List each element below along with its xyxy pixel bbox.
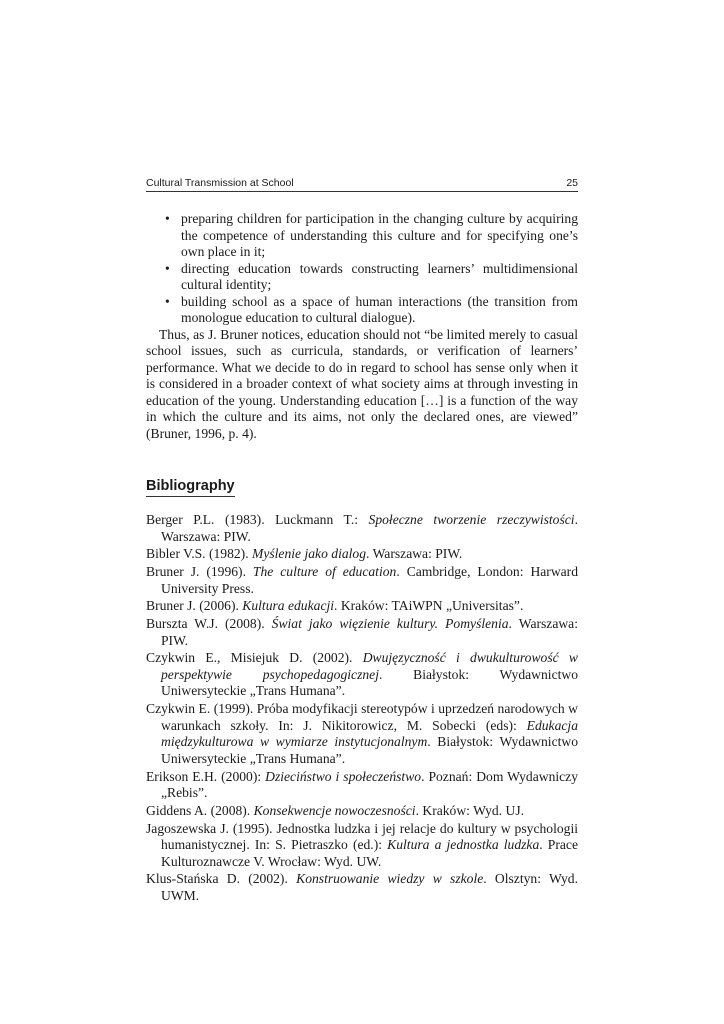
section-heading: Bibliography [146, 476, 235, 497]
running-title: Cultural Transmission at School [146, 177, 294, 189]
bibliography-list [146, 512, 578, 904]
list-item: • preparing children for participation in the changing culture by acquiring the competence of understanding this culture and for specifying one’s own place in it; [165, 211, 578, 259]
reference-entry: Czykwin E. (1999). Próba modyfikacji stereotypów i uprzedzeń narodowych w warunkach szkoły. In: J. Nikitorowicz, M. Sobecki (eds): Edukacja międzykulturowa w wymiarze instytucjonalnym. Białystok: Wydawnictwo Uniwersyteckie „Trans Humana”. [146, 701, 578, 766]
reference-entry: Bibler V.S. (1982). Myślenie jako dialog. Warszawa: PIW. [146, 546, 463, 562]
list-item: • building school as a space of human interactions (the transition from monologue education to cultural dialogue). [165, 293, 578, 325]
reference-entry: Berger P.L. (1983). Luckmann T.: Społeczne tworzenie rzeczywistości. Warszawa: PIW. [146, 512, 578, 544]
list-item: • directing education towards constructing learners’ multidimensional cultural identity; [165, 260, 578, 292]
bullet-icon: • [165, 211, 170, 226]
bullet-icon: • [165, 260, 170, 276]
reference-entry: Klus-Stańska D. (2002). Konstruowanie wiedzy w szkole. Olsztyn: Wyd. UWM. [146, 871, 578, 903]
reference-entry: Bruner J. (2006). Kultura edukacji. Kraków: TAiWPN „Universitas”. [146, 598, 524, 614]
body-paragraph: Thus, as J. Bruner notices, education should not “be limited merely to casual school issues, such as curricula, standards, or verification of learners’ performance. What we decide to do in regard to school has sense only when it is considered in a broader context of what society aims at through investing in education of the young. Understanding education […] is a function of the way in which the culture and its aims, not only the declared ones, are viewed” (Bruner, 1996, p. 4). [146, 326, 578, 441]
running-header [146, 174, 578, 192]
reference-entry: Czykwin E., Misiejuk D. (2002). Dwujęzyczność i dwukulturowość w perspektywie psychopedagogicznej. Białystok: Wydawnictwo Uniwersyteckie „Trans Humana”. [146, 650, 579, 699]
reference-entry: Burszta W.J. (2008). Świat jako więzienie kultury. Pomyślenia. Warszawa: PIW. [146, 616, 578, 648]
bullet-list [146, 211, 578, 327]
page-number: 25 [566, 177, 578, 189]
reference-entry: Giddens A. (2008). Konsekwencje nowoczesności. Kraków: Wyd. UJ. [146, 802, 525, 818]
reference-entry: Bruner J. (1996). The culture of education. Cambridge, London: Harward University Press. [146, 564, 579, 596]
reference-entry: Jagoszewska J. (1995). Jednostka ludzka i jej relacje do kultury w psychologii humanistycznej. In: S. Pietraszko (ed.): Kultura a jednostka ludzka. Prace Kulturoznawcze V. Wrocław: Wyd. UW. [146, 820, 578, 869]
bullet-icon: • [165, 293, 170, 309]
book-page [146, 174, 578, 906]
reference-entry: Erikson E.H. (2000): Dzieciństwo i społeczeństwo. Poznań: Dom Wydawniczy „Rebis”. [146, 768, 579, 801]
